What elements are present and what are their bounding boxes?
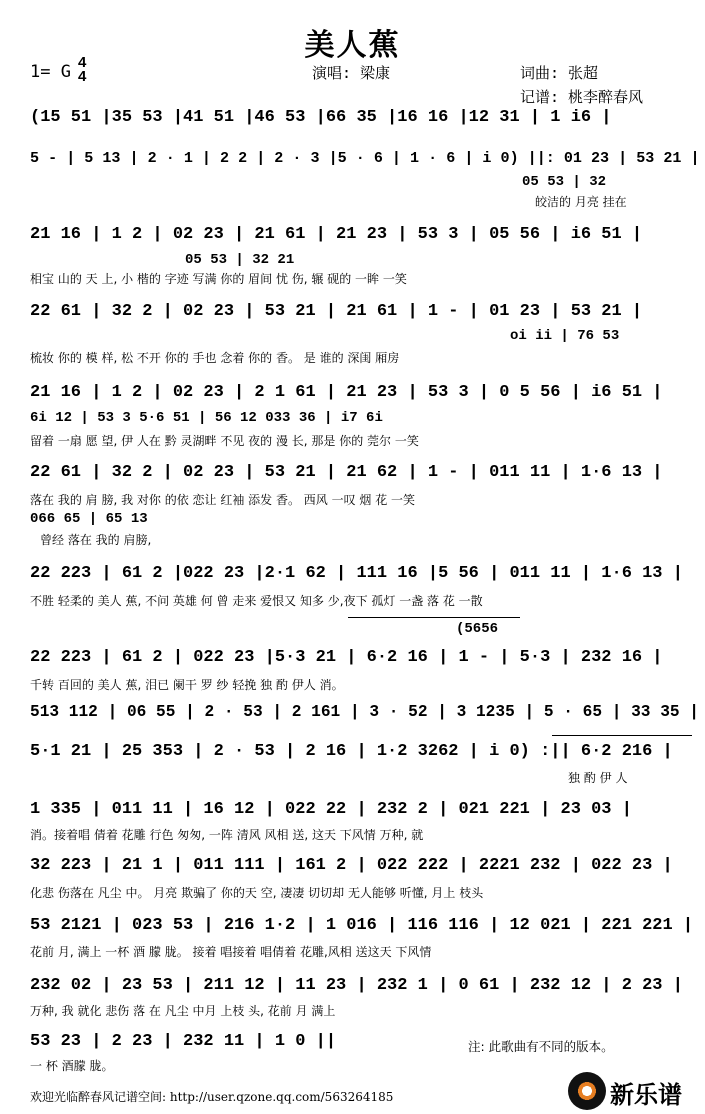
- singer-credit: 演唱: 梁康: [312, 64, 391, 82]
- lyric-line: 落在 我的 肩 膀, 我 对你 的依 恋让 红袖 添发 香。 西风 一叹 烟 花 一笑: [30, 493, 416, 507]
- notation-line: 22 223 | 61 2 |022 23 |2·1 62 | 111 16 |5 56 | 011 11 | 1·6 13 |: [30, 564, 683, 583]
- lyric-line: 曾经 落在 我的 肩膀,: [40, 533, 152, 547]
- notation-line: 22 61 | 32 2 | 02 23 | 53 21 | 21 61 | 1 - | 01 23 | 53 21 |: [30, 302, 643, 321]
- lyric-line: 不胜 轻柔的 美人 蕉, 不问 英雄 何 曾 走来 爱恨又 知多 少,夜下 孤灯 一盏 落 花 一散: [30, 594, 483, 608]
- harmony-line: oi ii | 76 53: [510, 328, 620, 344]
- alt-notation-line: 066 65 | 65 13: [30, 511, 148, 527]
- notation-line: (15 51 |35 53 |41 51 |46 53 |66 35 |16 16 |12 31 | 1 i6 |: [30, 108, 612, 127]
- time-signature: [78, 56, 86, 84]
- time-bottom: 4: [78, 68, 87, 85]
- volta-line: [552, 735, 692, 736]
- lyric-line: 独 酌 伊 人: [568, 771, 628, 785]
- lyric-line: 梳妆 你的 模 样, 松 不开 你的 手也 念着 你的 香。 是 谁的 深闺 厢房: [30, 351, 400, 365]
- notation-line: 53 2121 | 023 53 | 216 1·2 | 1 016 | 116 116 | 12 021 | 221 221 |: [30, 916, 694, 935]
- version-remark: 注: 此歌曲有不同的版本。: [468, 1039, 614, 1054]
- harmony-line: 05 53 | 32 21: [185, 252, 295, 268]
- footer-link-text: 欢迎光临醉春风记谱空间: http://user.qzone.qq.com/563264185: [30, 1090, 394, 1104]
- composer-credit: 词曲: 张超: [520, 64, 599, 82]
- notation-line: 32 223 | 21 1 | 011 111 | 161 2 | 022 222 | 2221 232 | 022 23 |: [30, 856, 673, 875]
- lyric-line: 花前 月, 满上 一杯 酒 朦 胧。 接着 唱接着 唱倩着 花雕,风相 送这天 下风情: [30, 945, 432, 959]
- harmony-line: 05 53 | 32: [522, 174, 607, 190]
- notation-line: 1 335 | 011 11 | 16 12 | 022 22 | 232 2 | 021 221 | 23 03 |: [30, 800, 632, 819]
- lyric-line: 万种, 我 就化 悲伤 落 在 凡尘 中月 上枝 头, 花前 月 满上: [30, 1004, 336, 1018]
- song-title: 美人蕉: [304, 28, 401, 63]
- notation-line: 53 23 | 2 23 | 232 11 | 1 0 ||: [30, 1032, 337, 1051]
- notation-line: 21 16 | 1 2 | 02 23 | 2 1 61 | 21 23 | 53 3 | 0 5 56 | i6 51 |: [30, 383, 663, 402]
- lyric-line: 相宝 山的 天 上, 小 楷的 字迹 写满 你的 眉间 忧 伤, 辗 砚的 一眸 一笑: [30, 272, 407, 286]
- lyric-line: 化悲 伤落在 凡尘 中。 月亮 欺骗了 你的天 空, 凄凄 切切却 无人能够 听懂, 月上 枝头: [30, 886, 484, 900]
- lyric-line: 皎洁的 月亮 挂在: [535, 195, 627, 209]
- lyric-line: 千转 百回的 美人 蕉, 泪已 阑干 罗 纱 轻挽 独 酌 伊人 消。: [30, 678, 344, 692]
- lyric-line: 消。接着唱 倩着 花雕 行色 匆匆, 一阵 清风 风相 送, 这天 下风情 万种, 就: [30, 828, 424, 842]
- notation-line: 5·1 21 | 25 353 | 2 · 53 | 2 16 | 1·2 3262 | i 0) :|| 6·2 216 |: [30, 742, 673, 761]
- notation-line: 232 02 | 23 53 | 211 12 | 11 23 | 232 1 | 0 61 | 232 12 | 2 23 |: [30, 976, 683, 995]
- notation-line: 21 16 | 1 2 | 02 23 | 21 61 | 21 23 | 53 3 | 05 56 | i6 51 |: [30, 225, 643, 244]
- record-logo-icon: [568, 1072, 606, 1110]
- harmony-line: (5656: [456, 621, 499, 637]
- key-signature: 1= G: [30, 62, 71, 82]
- notation-line: 5 - | 5 13 | 2 · 1 | 2 2 | 2 · 3 |5 · 6 | 1 · 6 | i 0) ||: 01 23 | 53 21 |: [30, 149, 700, 167]
- lyric-line: 留着 一扇 愿 望, 伊 人在 黔 灵湖畔 不见 夜的 漫 长, 那是 你的 莞尔 一笑: [30, 434, 419, 448]
- notation-line: 513 112 | 06 55 | 2 · 53 | 2 161 | 3 · 52 | 3 1235 | 5 · 65 | 33 35 |: [30, 703, 699, 721]
- lyric-line: 一 杯 酒朦 胧。: [30, 1059, 114, 1073]
- transcriber-credit: 记谱: 桃李醉春风: [520, 88, 644, 106]
- notation-line: 22 223 | 61 2 | 022 23 |5·3 21 | 6·2 16 | 1 - | 5·3 | 232 16 |: [30, 648, 663, 667]
- logo-text: 新乐谱: [610, 1081, 682, 1109]
- volta-line: [348, 617, 520, 618]
- harmony-line: 6i 12 | 53 3 5·6 51 | 56 12 033 36 | i7 6i: [30, 410, 383, 426]
- time-top: 4: [78, 54, 87, 71]
- notation-line: 22 61 | 32 2 | 02 23 | 53 21 | 21 62 | 1 - | 011 11 | 1·6 13 |: [30, 463, 663, 482]
